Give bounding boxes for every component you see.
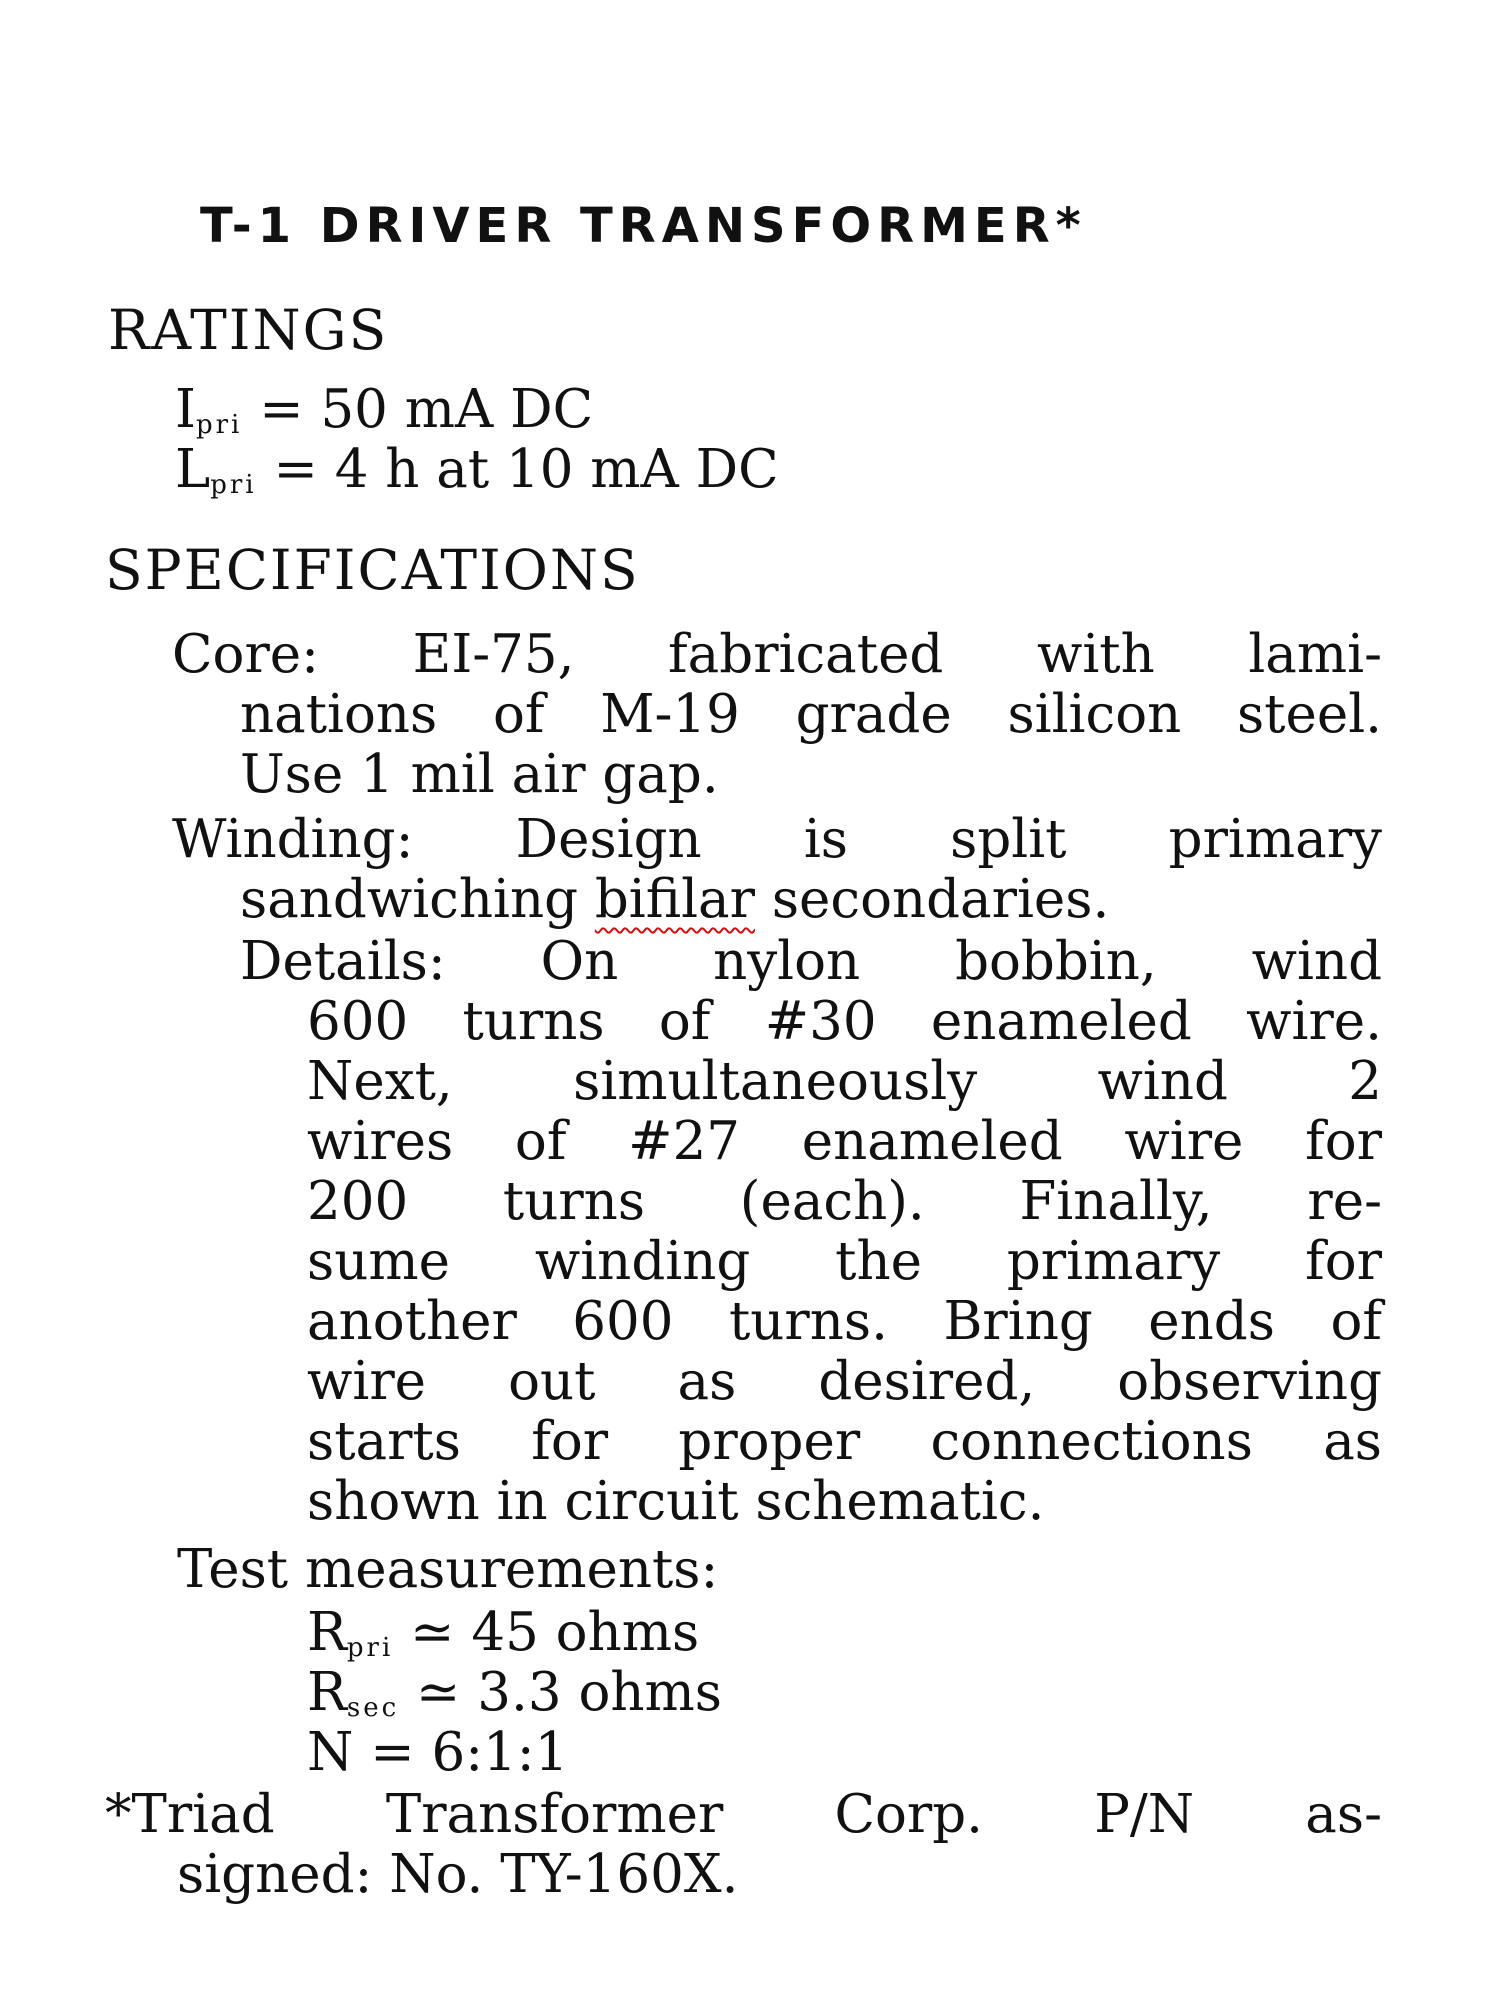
ratings-heading: RATINGS: [108, 298, 389, 362]
core-line-3: Use 1 mil air gap.: [240, 744, 719, 805]
details-line-1: Details: On nylon bobbin, wind: [240, 931, 1382, 992]
ipri-rating: $I_{pri} = 50$ mA DC: [175, 379, 594, 440]
details-line-10: shown in circuit schematic.: [307, 1471, 1045, 1532]
winding-line-2: sandwiching bifilar secondaries.: [240, 869, 1110, 930]
turns-ratio: N = 6:1:1: [307, 1722, 569, 1783]
footnote-line-2: signed: No. TY-160X.: [177, 1844, 739, 1905]
details-line-9: starts for proper connections as: [307, 1411, 1382, 1472]
details-line-7: another 600 turns. Bring ends of: [307, 1291, 1382, 1352]
core-line-1: Core: EI-75, fabricated with lami-: [172, 624, 1382, 685]
footnote-line-1: *Triad Transformer Corp. P/N as-: [105, 1784, 1382, 1845]
winding-line-1: Winding: Design is split primary: [172, 809, 1382, 870]
details-line-8: wire out as desired, observing: [307, 1351, 1382, 1412]
details-line-3: Next, simultaneously wind 2: [307, 1051, 1382, 1112]
details-line-6: sume winding the primary for: [307, 1231, 1382, 1292]
spellcheck-word: bifilar: [594, 869, 755, 930]
test-heading: Test measurements:: [177, 1539, 719, 1600]
details-line-2: 600 turns of #30 enameled wire.: [307, 991, 1382, 1052]
specifications-heading: SPECIFICATIONS: [105, 538, 640, 602]
page-title: T-1 DRIVER TRANSFORMER*: [200, 198, 1087, 254]
lpri-rating: $L_{pri} = 4$ h at 10 mA DC: [175, 439, 779, 500]
core-line-2: nations of M-19 grade silicon steel.: [240, 684, 1382, 745]
details-line-4: wires of #27 enameled wire for: [307, 1111, 1382, 1172]
rsec-measurement: $R_{sec}$ ≃ 3.3 ohms: [307, 1662, 722, 1723]
details-line-5: 200 turns (each). Finally, re-: [307, 1171, 1382, 1232]
rpri-measurement: $R_{pri}$ ≃ 45 ohms: [307, 1602, 700, 1663]
